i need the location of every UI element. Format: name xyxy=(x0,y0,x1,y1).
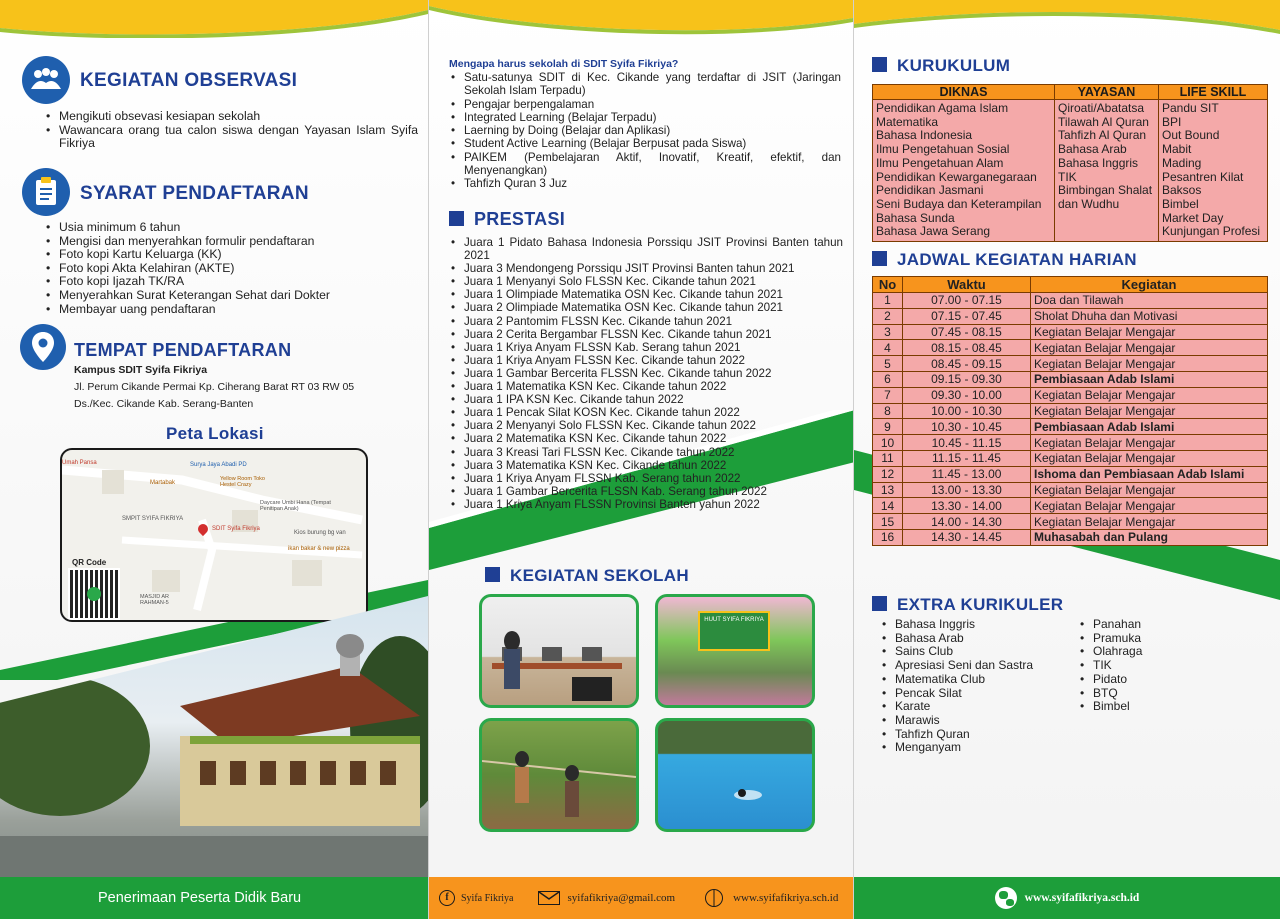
list-item: Market Day xyxy=(1162,210,1224,225)
square-bullet-icon xyxy=(872,251,887,266)
diknas-cell xyxy=(873,100,1055,242)
why-title: Mengapa harus sekolah di SDIT Syifa Fikriya? xyxy=(449,58,679,70)
list-item: • Marawis xyxy=(880,714,1070,728)
cell-kegiatan: Muhasabah dan Pulang xyxy=(1031,529,1268,545)
address-line-1: Jl. Perum Cikande Permai Kp. Ciherang Barat RT 03 RW 05 xyxy=(74,381,355,393)
list-item: • BTQ xyxy=(1078,687,1258,701)
list-item: • Juara 1 Matematika KSN Kec. Cikande tahun 2022 xyxy=(449,380,843,393)
list-item: • Foto kopi Ijazah TK/RA xyxy=(44,275,418,289)
col-header: YAYASAN xyxy=(1055,85,1159,100)
list-item: • Juara 1 Kriya Anyam FLSSN Provinsi Banten yahun 2022 xyxy=(449,498,843,511)
list-item: • Matematika Club xyxy=(880,673,1070,687)
col-header: DIKNAS xyxy=(873,85,1055,100)
list-item: • Foto kopi Akta Kelahiran (AKTE) xyxy=(44,262,418,276)
cell-waktu: 09.15 - 09.30 xyxy=(903,371,1031,387)
email-address[interactable]: syifafikriya@gmail.com xyxy=(567,892,676,904)
kurikulum-title-text: KURUKULUM xyxy=(897,56,1011,75)
table-row xyxy=(873,529,1268,545)
square-bullet-icon xyxy=(872,596,887,611)
schedule-table xyxy=(872,276,1268,546)
top-wave-decoration xyxy=(429,0,853,38)
list-item: • Juara 1 Gambar Bercerita FLSSN Kab. Serang tahun 2022 xyxy=(449,485,843,498)
list-item: Tilawah Al Quran xyxy=(1058,114,1149,129)
globe-icon[interactable] xyxy=(705,889,723,907)
ekskul-list-2 xyxy=(1078,618,1258,714)
cell-kegiatan: Kegiatan Belajar Mengajar xyxy=(1031,324,1268,340)
table-row xyxy=(873,435,1268,451)
cell-waktu: 11.45 - 13.00 xyxy=(903,466,1031,482)
cell-kegiatan: Kegiatan Belajar Mengajar xyxy=(1031,482,1268,498)
section-title-tempat: TEMPAT PENDAFTARAN xyxy=(74,340,292,360)
kurikulum-table xyxy=(872,84,1268,242)
cell-no: 12 xyxy=(873,466,903,482)
list-item: • Juara 2 Olimpiade Matematika OSN Kec. Cikande tahun 2021 xyxy=(449,301,843,314)
list-item: • Mengikuti obsevasi kesiapan sekolah xyxy=(44,110,418,124)
section-title-kurikulum xyxy=(872,56,1010,76)
list-item: • Tahfizh Quran 3 Juz xyxy=(449,177,841,190)
table-row xyxy=(873,450,1268,466)
footer-green xyxy=(0,877,428,919)
cell-waktu: 07.00 - 07.15 xyxy=(903,293,1031,309)
table-row xyxy=(873,293,1268,309)
cell-kegiatan: Ishoma dan Pembiasaan Adab Islami xyxy=(1031,466,1268,482)
table-row xyxy=(873,514,1268,530)
list-item: TIK xyxy=(1058,169,1077,184)
list-item: Ilmu Pengetahuan Alam xyxy=(876,155,1004,170)
list-item: • Juara 2 Matematika KSN Kec. Cikande tahun 2022 xyxy=(449,432,843,445)
section-title-jadwal xyxy=(872,250,1137,270)
website-url[interactable]: www.syifafikriya.sch.id xyxy=(1024,892,1140,904)
col-header: Waktu xyxy=(903,277,1031,293)
cell-no: 13 xyxy=(873,482,903,498)
event-banner xyxy=(698,611,770,651)
list-item: Ilmu Pengetahuan Sosial xyxy=(876,142,1010,157)
list-item: • Juara 1 Olimpiade Matematika OSN Kec. Cikande tahun 2021 xyxy=(449,288,843,301)
clipboard-icon xyxy=(22,168,70,216)
table-row xyxy=(873,498,1268,514)
list-item: • Pengajar berpengalaman xyxy=(449,98,841,111)
table-row xyxy=(873,356,1268,372)
list-item: Bahasa Jawa Serang xyxy=(876,224,991,239)
list-item: Qiroati/Abatatsa xyxy=(1058,101,1145,115)
cell-waktu: 08.15 - 08.45 xyxy=(903,340,1031,356)
list-item: • Menyerahkan Surat Keterangan Sehat dari Dokter xyxy=(44,289,418,303)
list-item: • Integrated Learning (Belajar Terpadu) xyxy=(449,111,841,124)
cell-no: 1 xyxy=(873,293,903,309)
cell-waktu: 13.00 - 13.30 xyxy=(903,482,1031,498)
list-item: Pesantren Kilat xyxy=(1162,169,1244,184)
top-wave-decoration xyxy=(854,0,1280,38)
cell-waktu: 13.30 - 14.00 xyxy=(903,498,1031,514)
panel-middle xyxy=(428,0,854,919)
list-item: • Bahasa Arab xyxy=(880,632,1070,646)
list-item: • Juara 3 Kreasi Tari FLSSN Kec. Cikande tahun 2022 xyxy=(449,446,843,459)
list-item: • Juara 2 Menyanyi Solo FLSSN Kec. Cikande tahun 2022 xyxy=(449,419,843,432)
cell-no: 16 xyxy=(873,529,903,545)
list-item: • Juara 1 Kriya Anyam FLSSN Kab. Serang tahun 2021 xyxy=(449,341,843,354)
table-header-row xyxy=(873,85,1268,100)
list-item: • Usia minimum 6 tahun xyxy=(44,221,418,235)
list-item: • Sains Club xyxy=(880,645,1070,659)
cell-no: 3 xyxy=(873,324,903,340)
ekskul-title-text: EXTRA KURIKULER xyxy=(897,595,1064,614)
list-item: • Juara 1 Menyanyi Solo FLSSN Kec. Cikande tahun 2021 xyxy=(449,275,843,288)
photo-outdoor xyxy=(479,718,639,832)
list-item: • Pramuka xyxy=(1078,632,1258,646)
cell-waktu: 10.00 - 10.30 xyxy=(903,403,1031,419)
list-item: Kunjungan Profesi xyxy=(1162,224,1261,239)
table-row xyxy=(873,482,1268,498)
map-label: Kios burung bg van xyxy=(294,530,346,536)
list-item: • Juara 3 Matematika KSN Kec. Cikande tahun 2022 xyxy=(449,459,843,472)
cell-kegiatan: Kegiatan Belajar Mengajar xyxy=(1031,403,1268,419)
cell-kegiatan: Pembiasaan Adab Islami xyxy=(1031,419,1268,435)
list-item: • Membayar uang pendaftaran xyxy=(44,303,418,317)
list-item: • Wawancara orang tua calon siswa dengan Yayasan Islam Syifa Fikriya xyxy=(44,124,418,151)
table-row xyxy=(873,419,1268,435)
list-item: • Pidato xyxy=(1078,673,1258,687)
square-bullet-icon xyxy=(449,211,464,226)
square-bullet-icon xyxy=(485,567,500,582)
cell-kegiatan: Kegiatan Belajar Mengajar xyxy=(1031,514,1268,530)
map-label: SDIT Syifa Fikriya xyxy=(212,526,260,532)
cell-waktu: 09.30 - 10.00 xyxy=(903,387,1031,403)
footer-tagline: Penerimaan Peserta Didik Baru xyxy=(98,890,302,906)
list-item: Bimbingan Shalat dan Wudhu xyxy=(1058,183,1153,211)
yayasan-cell xyxy=(1055,100,1159,242)
website-url[interactable]: www.syifafikriya.sch.id xyxy=(733,892,839,904)
qr-label: QR Code xyxy=(72,558,107,567)
col-header: No xyxy=(873,277,903,293)
location-pin-icon xyxy=(20,324,66,370)
cell-kegiatan: Sholat Dhuha dan Motivasi xyxy=(1031,308,1268,324)
map-label: SMPIT SYIFA FIKRIYA xyxy=(122,516,184,522)
list-item: • PAIKEM (Pembelajaran Aktif, Inovatif, Kreatif, efektif, dan Menyenangkan) xyxy=(449,151,841,178)
email-icon[interactable] xyxy=(538,891,560,905)
list-item: • Juara 1 Kriya Anyam FLSSN Kab. Serang tahun 2022 xyxy=(449,472,843,485)
cell-waktu: 10.45 - 11.15 xyxy=(903,435,1031,451)
swimming-illustration xyxy=(658,721,812,829)
location-map[interactable] xyxy=(60,448,368,622)
cell-no: 6 xyxy=(873,371,903,387)
map-label: MASJID AR RAHMAN-5 xyxy=(140,594,170,606)
list-item: • Olahraga xyxy=(1078,645,1258,659)
why-list xyxy=(449,71,841,191)
list-item: Matematika xyxy=(876,114,939,129)
list-item: • Panahan xyxy=(1078,618,1258,632)
cell-waktu: 10.30 - 10.45 xyxy=(903,419,1031,435)
cell-waktu: 07.45 - 08.15 xyxy=(903,324,1031,340)
cell-no: 15 xyxy=(873,514,903,530)
observasi-list xyxy=(44,110,418,151)
cell-kegiatan: Kegiatan Belajar Mengajar xyxy=(1031,356,1268,372)
ekskul-list-1 xyxy=(880,618,1070,755)
list-item: BPI xyxy=(1162,114,1182,129)
outdoor-illustration xyxy=(482,721,636,829)
table-row xyxy=(873,340,1268,356)
list-item: • Laerning by Doing (Belajar dan Aplikasi) xyxy=(449,124,841,137)
list-item: • Foto kopi Kartu Keluarga (KK) xyxy=(44,248,418,262)
people-icon xyxy=(22,56,70,104)
top-wave-decoration xyxy=(0,0,428,38)
cell-waktu: 14.30 - 14.45 xyxy=(903,529,1031,545)
event-banner-text: HUUT SYIFA FIKRIYA xyxy=(704,617,764,623)
square-bullet-icon xyxy=(872,57,887,72)
list-item: • Satu-satunya SDIT di Kec. Cikande yang terdaftar di JSIT (Jaringan Sekolah Islam Terpadu) xyxy=(449,71,841,98)
table-header-row xyxy=(873,277,1268,293)
lifeskill-cell xyxy=(1159,100,1268,242)
section-title-syarat: SYARAT PENDAFTARAN xyxy=(80,183,309,204)
table-row xyxy=(873,324,1268,340)
list-item: Mading xyxy=(1162,155,1202,170)
photo-event xyxy=(655,594,815,708)
footer-contact xyxy=(429,877,853,919)
list-item: • Juara 2 Cerita Bergambar FLSSN Kec. Cikande tahun 2021 xyxy=(449,328,843,341)
cell-kegiatan: Doa dan Tilawah xyxy=(1031,293,1268,309)
cell-kegiatan: Pembiasaan Adab Islami xyxy=(1031,371,1268,387)
list-item: • Juara 3 Mendongeng Porssiqu JSIT Provinsi Banten tahun 2021 xyxy=(449,262,843,275)
list-item: Pendidikan Jasmani xyxy=(876,183,984,198)
table-row xyxy=(873,387,1268,403)
panel-left xyxy=(0,0,428,919)
prestasi-list xyxy=(449,236,843,511)
list-item: • Mengisi dan menyerahkan formulir pendaftaran xyxy=(44,235,418,249)
photo-swimming xyxy=(655,718,815,832)
photo-classroom xyxy=(479,594,639,708)
table-row xyxy=(873,371,1268,387)
map-label: Daycare Umbi Hana (Tempat Penitipan Anak) xyxy=(260,500,331,512)
list-item: Bahasa Inggris xyxy=(1058,155,1139,170)
cell-no: 10 xyxy=(873,435,903,451)
map-label: Surya Jaya Abadi PD xyxy=(190,462,247,468)
list-item: • Bimbel xyxy=(1078,700,1258,714)
footer-green xyxy=(854,877,1280,919)
cell-kegiatan: Kegiatan Belajar Mengajar xyxy=(1031,450,1268,466)
list-item: Bahasa Sunda xyxy=(876,210,955,225)
list-item: Bahasa Arab xyxy=(1058,142,1127,157)
list-item: • Juara 1 Pidato Bahasa Indonesia Porssiqu JSIT Provinsi Banten tahun 2021 xyxy=(449,236,843,262)
list-item: • Juara 1 Gambar Bercerita FLSSN Kec. Cikande tahun 2022 xyxy=(449,367,843,380)
facebook-icon[interactable]: f xyxy=(439,890,455,906)
qr-code-icon xyxy=(68,568,120,620)
panel-right xyxy=(854,0,1280,919)
map-title: Peta Lokasi xyxy=(166,424,264,443)
cell-waktu: 11.15 - 11.45 xyxy=(903,450,1031,466)
table-row xyxy=(873,308,1268,324)
list-item: • Pencak Silat xyxy=(880,687,1070,701)
map-label: Umah Pansa xyxy=(62,460,97,466)
cell-no: 5 xyxy=(873,356,903,372)
list-item: Out Bound xyxy=(1162,128,1220,143)
facebook-handle[interactable]: Syifa Fikriya xyxy=(461,892,514,904)
list-item: • Apresiasi Seni dan Sastra xyxy=(880,659,1070,673)
col-header: Kegiatan xyxy=(1031,277,1268,293)
map-label: Yellow Room Toko Hestel Crazy xyxy=(220,476,265,488)
table-row xyxy=(873,403,1268,419)
list-item: • Juara 1 Pencak Silat KOSN Kec. Cikande tahun 2022 xyxy=(449,406,843,419)
cell-no: 14 xyxy=(873,498,903,514)
jadwal-title-text: JADWAL KEGIATAN HARIAN xyxy=(897,250,1137,269)
section-title-prestasi xyxy=(449,209,565,230)
cell-kegiatan: Kegiatan Belajar Mengajar xyxy=(1031,387,1268,403)
cell-no: 9 xyxy=(873,419,903,435)
list-item: Seni Budaya dan Keterampilan xyxy=(876,196,1042,211)
list-item: • Bahasa Inggris xyxy=(880,618,1070,632)
classroom-illustration xyxy=(482,597,636,705)
address-line-2: Ds./Kec. Cikande Kab. Serang-Banten xyxy=(74,398,254,410)
cell-no: 7 xyxy=(873,387,903,403)
list-item: Pandu SIT xyxy=(1162,101,1219,115)
list-item: Bahasa Indonesia xyxy=(876,128,973,143)
cell-no: 2 xyxy=(873,308,903,324)
table-row xyxy=(873,100,1268,242)
table-row xyxy=(873,466,1268,482)
section-title-kegiatan xyxy=(485,566,689,586)
list-item: • Juara 1 Kriya Anyam FLSSN Kec. Cikande tahun 2022 xyxy=(449,354,843,367)
campus-name: Kampus SDIT Syifa Fikriya xyxy=(74,364,208,376)
list-item: • TIK xyxy=(1078,659,1258,673)
list-item: • Menganyam xyxy=(880,741,1070,755)
list-item: • Tahfizh Quran xyxy=(880,728,1070,742)
list-item: Pendidikan Agama Islam xyxy=(876,101,1009,115)
globe-icon[interactable] xyxy=(995,887,1017,909)
list-item: Tahfizh Al Quran xyxy=(1058,128,1147,143)
list-item: • Juara 1 IPA KSN Kec. Cikande tahun 2022 xyxy=(449,393,843,406)
list-item: Bimbel xyxy=(1162,196,1199,211)
cell-no: 4 xyxy=(873,340,903,356)
syarat-list xyxy=(44,221,418,316)
section-title-observasi: KEGIATAN OBSERVASI xyxy=(80,70,298,91)
list-item: • Karate xyxy=(880,700,1070,714)
schedule-body xyxy=(873,293,1268,546)
cell-kegiatan: Kegiatan Belajar Mengajar xyxy=(1031,498,1268,514)
list-item: Pendidikan Kewarganegaraan xyxy=(876,169,1037,184)
prestasi-title-text: PRESTASI xyxy=(474,209,566,229)
cell-kegiatan: Kegiatan Belajar Mengajar xyxy=(1031,435,1268,451)
list-item: • Student Active Learning (Belajar Berpusat pada Siswa) xyxy=(449,137,841,150)
cell-kegiatan: Kegiatan Belajar Mengajar xyxy=(1031,340,1268,356)
list-item: Baksos xyxy=(1162,183,1202,198)
cell-waktu: 07.15 - 07.45 xyxy=(903,308,1031,324)
col-header: LIFE SKILL xyxy=(1159,85,1268,100)
cell-no: 11 xyxy=(873,450,903,466)
kegiatan-title-text: KEGIATAN SEKOLAH xyxy=(510,566,689,585)
cell-no: 8 xyxy=(873,403,903,419)
section-title-ekskul xyxy=(872,595,1063,615)
list-item: Mabit xyxy=(1162,142,1192,157)
cell-waktu: 08.45 - 09.15 xyxy=(903,356,1031,372)
list-item: • Juara 2 Pantomim FLSSN Kec. Cikande tahun 2021 xyxy=(449,315,843,328)
map-label: ikan bakar & new pizza xyxy=(288,546,350,552)
map-label: Martabak xyxy=(150,480,176,486)
cell-waktu: 14.00 - 14.30 xyxy=(903,514,1031,530)
